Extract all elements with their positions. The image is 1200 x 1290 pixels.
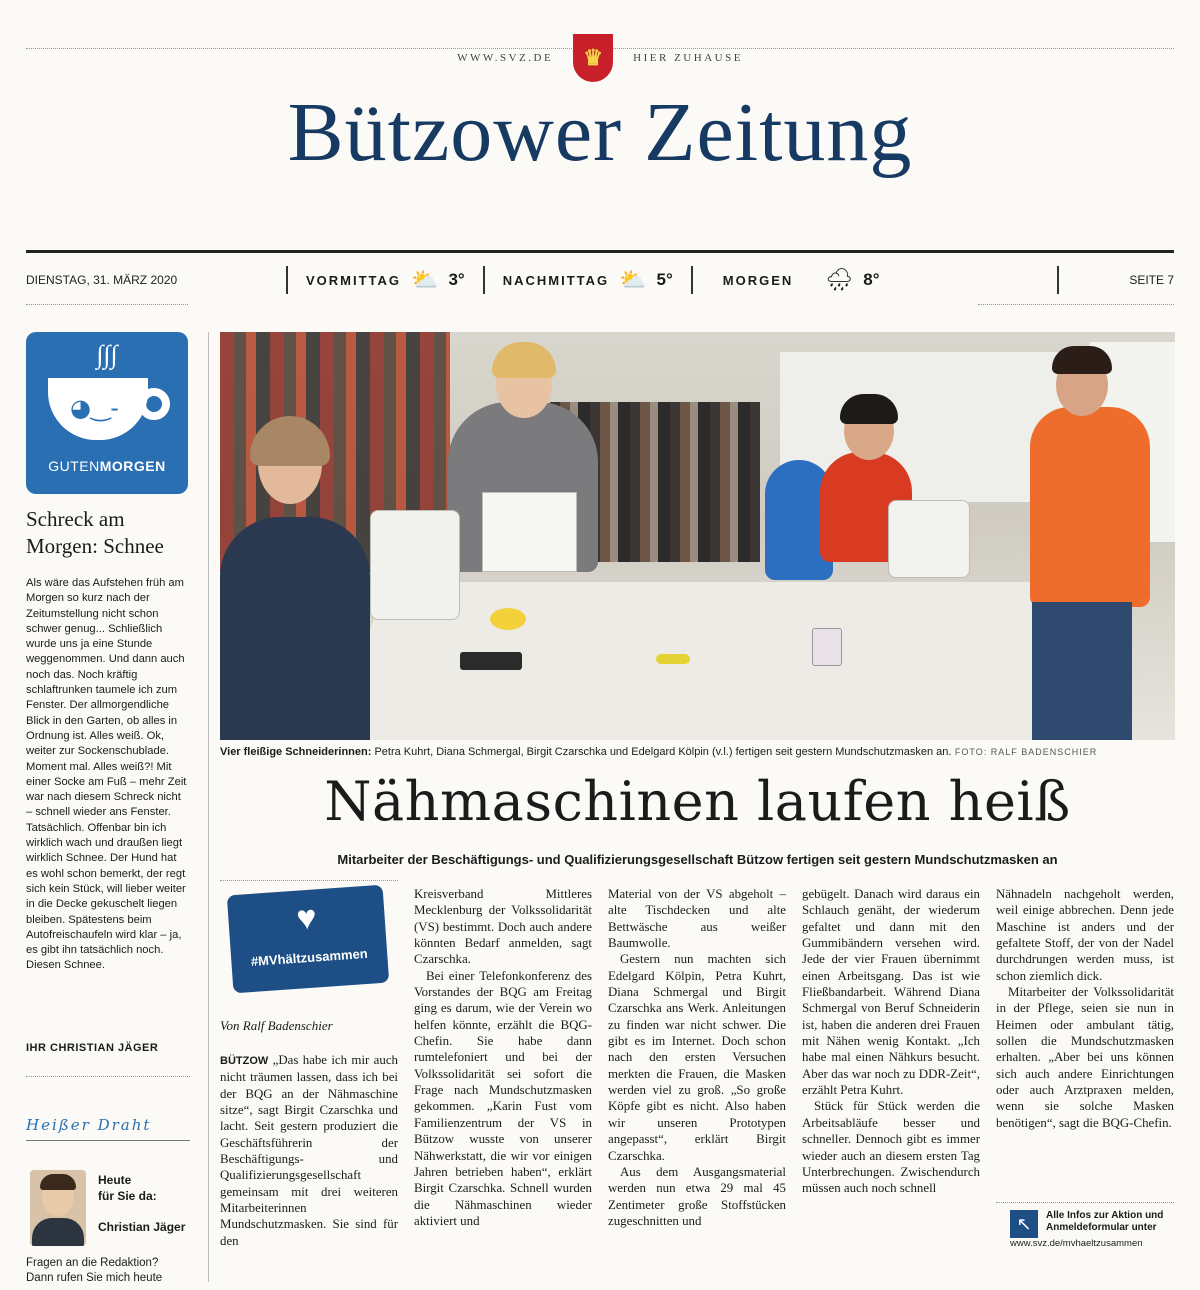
- paragraph: „Das habe ich mir auch nicht träumen lassen, dass ich bei der BQG an der Nähmaschine sitze“, sagt Birgit Czarschka und lacht. Seit gestern produziert die Geschäftsführerin der Beschäftigungs- und Qualifizierungsgesellschaft gemeinsam mit drei weiteren Mitarbeiterinnen Mundschutzmasken. Sie sind für den: [220, 1053, 398, 1248]
- paragraph: Bei einer Telefonkonferenz des Vorstandes der BQG am Freitag ging es darum, wie der Verein wo helfen könnte, erzählt die BQG-Chefin. Sie habe dann rumtelefoniert und bei der Volkssolidarität sei sofort die Frage nach Mundschutzmasken gekommen. „Karin Fust vom Familienzentrum der VS in Bützow wusste von unserer Nähwerkstatt, die wir vor einigen Jahren betrieben haben“, erklärt Birgit Czarschka. Schnell wurden die Nähmaschinen wieder aktiviert und: [414, 968, 592, 1228]
- weather-label: VORMITTAG: [306, 272, 402, 288]
- article-column-4: [802, 886, 980, 1197]
- dateline-dotted-rule: [978, 304, 1174, 305]
- info-line: Alle Infos zur Aktion und: [1046, 1210, 1164, 1221]
- article-column-1: [220, 1052, 398, 1262]
- weather-afternoon: [483, 266, 691, 294]
- article-byline: Von Ralf Badenschier: [220, 1018, 333, 1033]
- column-divider: [208, 332, 209, 1282]
- article-column-5: [996, 886, 1174, 1131]
- caption-lead: Vier fleißige Schneiderinnen:: [220, 746, 372, 758]
- paragraph: Kreisverband Mittleres Mecklenburg der Volkssolidarität (VS) bestimmt. Doch auch andere könnten Bedarf anmelden, sagt Czarschka.: [414, 887, 592, 967]
- guten-morgen-label: GUTENMORGEN: [48, 458, 166, 474]
- weather-label: MORGEN: [722, 272, 794, 288]
- partly-cloudy-icon: ⛅: [411, 267, 439, 292]
- paragraph: Aus dem Ausgangsmaterial werden nun etwa 29 mal 45 Zentimeter große Stoffstücken zugeschnitten und: [608, 1164, 786, 1228]
- masthead-slogan: HIER ZUHAUSE: [627, 52, 749, 64]
- column-headline-line: Morgen: Schnee: [26, 534, 164, 558]
- cup-handle: [138, 388, 170, 420]
- hotline-today: Heute für Sie da:: [98, 1173, 157, 1203]
- rain-cloud-icon: 🌧: [825, 267, 854, 292]
- article-column-3: [608, 886, 786, 1229]
- info-url[interactable]: www.svz.de/mvhaeltzusammen: [1010, 1238, 1143, 1249]
- paragraph: Stück für Stück werden die Arbeitsabläufe besser und schneller. Dennoch gibt es immer wieder auch an diesem ersten Tag Unterbrechungen. Zwischendurch müssen auch noch schnell: [802, 1099, 980, 1196]
- partly-cloudy-icon: ⛅: [619, 267, 647, 292]
- left-dotted-rule: [26, 1076, 190, 1077]
- column-headline: [26, 506, 196, 560]
- info-dotted-rule: [996, 1202, 1174, 1203]
- column-signature: IHR CHRISTIAN JÄGER: [26, 1042, 159, 1054]
- paragraph: Mitarbeiter der Volkssolidarität in der Pflege, seien sie nun in Heimen oder ambulant tätig, sollen die Mundschutzmasken erhalten. „Aber bei uns können sich auch andere Einrichtungen oder auch Arztpraxen melden, wenn sie solche Masken benötigen“, sagt die BQG-Chefin.: [996, 985, 1174, 1130]
- article-photo[interactable]: [220, 332, 1175, 740]
- photo-caption: [220, 746, 1175, 758]
- newspaper-title: Bützower Zeitung: [287, 86, 913, 179]
- hotline-question: Fragen an die Redaktion? Dann rufen Sie mich heute: [26, 1257, 163, 1284]
- weather-morning: [286, 266, 483, 294]
- campaign-hashtag: #MVhältzusammen: [250, 945, 369, 970]
- masthead-rule: [26, 250, 1174, 253]
- town-crest-icon: ♛: [573, 34, 613, 82]
- subhead-dotted-rule: [220, 880, 398, 881]
- column-body: Als wäre das Aufstehen früh am Morgen so kurz nach der Zeitumstellung nicht schon schwer genug... Schließlich wurde uns ja eine Stunde weggenommen. Und dann auch noch das. Noch kräftig schlaftrunken taumele ich zum Fenster. Der allmorgendliche Blick in den Garten, ob alles in Ordnung ist. Alles weiß. Ok, weiter zur Sockenschublade. Moment mal. Alles weiß?! Mit einer Socke am Fuß – mehr Zeit war nach diesem Schreck nicht – schnell wieder ans Fenster. Tatsächlich. Offenbar bin ich wirklich wach und draußen liegt wirklich Schnee. Der Hund hat es wohl schon bemerkt, der regt sich kein Stück, will lieber weiter in die Decke gekuschelt liegen bleiben. Spätestens beim Autofreischaufeln wird klar – ja, es gibt ihn tatsächlich noch. Diesen Schnee.: [26, 577, 187, 972]
- weather-label: NACHMITTAG: [502, 272, 610, 288]
- weather-temp: 5°: [656, 270, 673, 289]
- paragraph: gebügelt. Danach wird daraus ein Schlauch genäht, der wiederum gefaltet und dann mit den Gummibändern versehen wird. Jede der vier Frauen übernimmt einen Arbeitsgang. Das ist wie Fließbandarbeit. Während Diana Schmergal von Beruf Schneiderin ist, haben die anderen drei Frauen mit Nähen wenig Kontakt. „Ich habe mal einen Nähkurs besucht. Aber das war noch zu DDR-Zeit“, erzählt Petra Kuhrt.: [802, 887, 980, 1098]
- dateline-dotted-rule: [26, 304, 188, 305]
- issue-date: DIENSTAG, 31. MÄRZ 2020: [26, 273, 178, 287]
- paragraph: Gestern nun machten sich Edelgard Kölpin, Petra Kuhrt, Diana Schmergal und Birgit Czarschka ans Werk. Anleitungen zu finden war nicht schwer. Die gibt es im Internet. Doch schon nach den ersten Versuchen merkten die Frauen, die Masken werden viel zu groß. „So große Köpfe gibt es nicht. Also haben wir unseren Prototypen angepasst“, erklärt Birgit Czarschka.: [608, 952, 786, 1163]
- cursor-icon: ↖: [1010, 1210, 1038, 1238]
- steam-icon: ∫∫∫: [96, 340, 118, 369]
- weather-temp: 8°: [863, 270, 880, 289]
- dateline-place: BÜTZOW: [220, 1055, 269, 1067]
- article-headline: Nähmaschinen laufen heiß: [324, 770, 1071, 833]
- wink-face-icon: ◕‿-: [70, 394, 119, 422]
- article-column-2: [414, 886, 592, 1229]
- page-number: SEITE 7: [1057, 266, 1174, 294]
- weather-temp: 3°: [448, 270, 465, 289]
- photo-credit: FOTO: RALF BADENSCHIER: [951, 747, 1098, 757]
- masthead-topbar: [0, 34, 1200, 82]
- guten-morgen-logo: [26, 332, 188, 494]
- column-headline-line: Schreck am: [26, 507, 125, 531]
- paragraph: Material von der VS abgeholt – alte Tischdecken und alte Bettwäsche aus weißer Baumwolle.: [608, 887, 786, 951]
- info-line: Anmeldeformular unter: [1046, 1222, 1157, 1233]
- avatar: [30, 1170, 86, 1246]
- caption-text: Petra Kuhrt, Diana Schmergal, Birgit Czarschka und Edelgard Kölpin (v.l.) fertigen seit gestern Mundschutzmasken an.: [371, 746, 952, 758]
- weather-tomorrow: [691, 266, 906, 294]
- info-box[interactable]: [1010, 1210, 1176, 1250]
- hotline-name: Christian Jäger: [98, 1220, 186, 1234]
- heart-icon: ♥: [295, 899, 318, 938]
- paragraph: Nähnadeln nachgeholt werden, weil einige abbrechen. Denn jede Maschine ist anders und der gefaltete Stoff, der von der Nadel durchdrungen werden muss, ist schon ziemlich dick.: [996, 887, 1174, 983]
- article-subhead: Mitarbeiter der Beschäftigungs- und Qualifizierungsgesellschaft Bützow fertigen seit gestern Mundschutzmasken an: [337, 852, 1058, 867]
- hotline-rule: [26, 1140, 190, 1141]
- masthead-url[interactable]: WWW.SVZ.DE: [451, 52, 559, 64]
- campaign-badge[interactable]: [227, 885, 389, 994]
- hotline-title: Heißer Draht: [26, 1116, 152, 1134]
- dateline: [26, 262, 1174, 298]
